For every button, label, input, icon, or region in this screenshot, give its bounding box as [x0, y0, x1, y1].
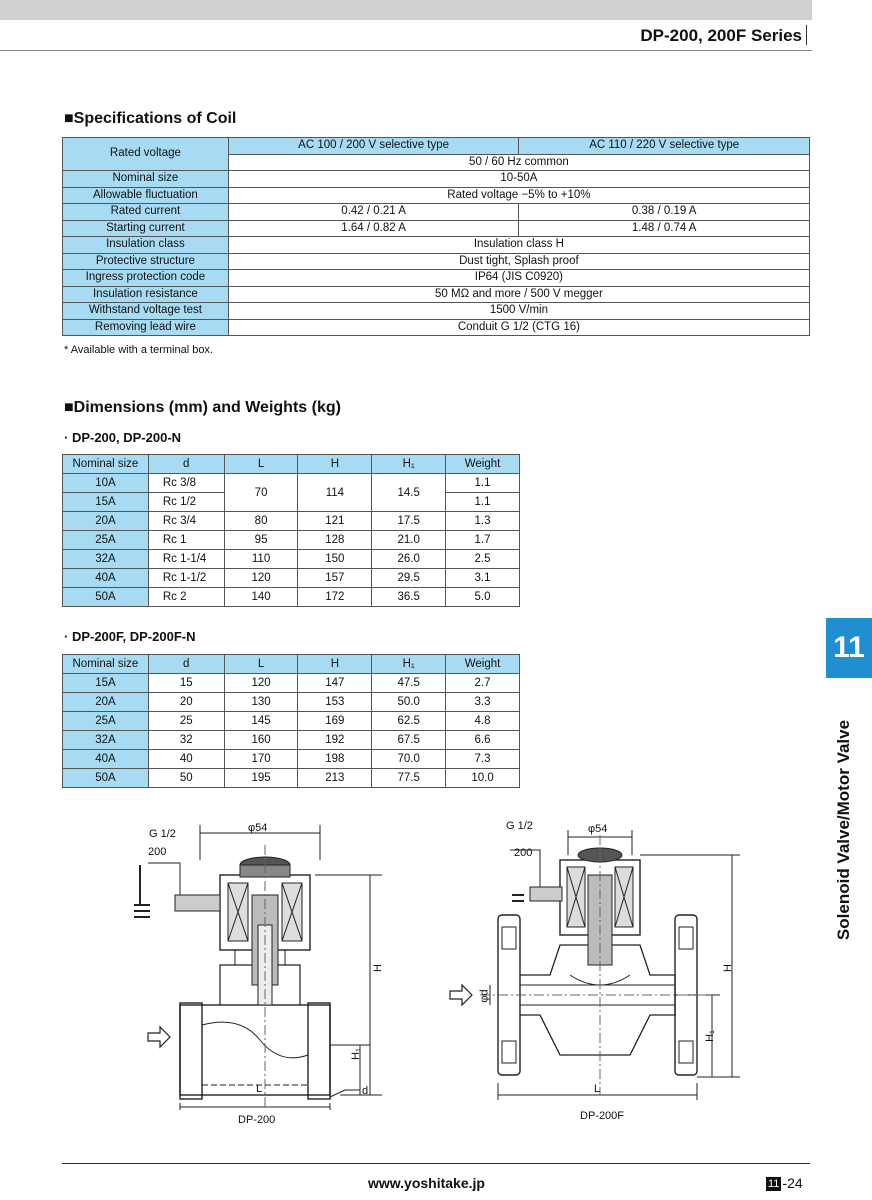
cell-l: 80 — [224, 512, 298, 531]
col-header: Nominal size — [63, 655, 149, 674]
row-value: 50 MΩ and more / 500 V megger — [228, 286, 809, 303]
dp200f-l-label: L — [594, 1083, 601, 1095]
side-label-box — [825, 680, 863, 980]
cell-weight: 1.1 — [446, 493, 520, 512]
cell-weight: 1.7 — [446, 531, 520, 550]
row-label: Starting current — [63, 220, 229, 237]
cell-l: 160 — [224, 731, 298, 750]
row-label: Nominal size — [63, 171, 229, 188]
col-b-header: AC 110 / 220 V selective type — [519, 138, 810, 155]
cell-weight: 7.3 — [446, 750, 520, 769]
series-title: DP-200, 200F Series — [640, 26, 802, 45]
cell-h1: 47.5 — [372, 674, 446, 693]
col-header: d — [148, 655, 224, 674]
cell-h: 213 — [298, 769, 372, 788]
dp200f-h1-label: H₁ — [703, 1030, 716, 1042]
page-chapter-box: 11 — [768, 1178, 780, 1190]
coil-note: * Available with a terminal box. — [64, 344, 213, 356]
row-value: 1500 V/min — [228, 303, 809, 320]
dp200f-subtitle: · DP-200F, DP-200F-N — [64, 629, 196, 644]
row-value: Dust tight, Splash proof — [228, 253, 809, 270]
cell-l: 110 — [224, 550, 298, 569]
col-header: Weight — [446, 455, 520, 474]
col-header: H — [298, 455, 372, 474]
cell-size: 50A — [63, 588, 149, 607]
cell-d: Rc 2 — [148, 588, 224, 607]
table-row — [63, 474, 520, 493]
cell-size: 20A — [63, 512, 149, 531]
cell-d: Rc 3/8 — [148, 474, 224, 493]
dp200-phi54-label: φ54 — [248, 822, 268, 834]
cell-size: 15A — [63, 493, 149, 512]
cell-d: Rc 1 — [148, 531, 224, 550]
cell-l: 195 — [224, 769, 298, 788]
col-a-header: AC 100 / 200 V selective type — [228, 138, 519, 155]
cell-size: 32A — [63, 550, 149, 569]
row-label: Protective structure — [63, 253, 229, 270]
chapter-tab: 11 — [826, 618, 872, 678]
dp200f-g12-label: G 1/2 — [506, 820, 533, 832]
dp200-200-label: 200 — [148, 846, 167, 858]
cell-h: 198 — [298, 750, 372, 769]
row-value: Rated voltage −5% to +10% — [228, 187, 809, 204]
row-label: Withstand voltage test — [63, 303, 229, 320]
row-label: Allowable fluctuation — [63, 187, 229, 204]
cell-h1: 62.5 — [372, 712, 446, 731]
table-row — [63, 569, 520, 588]
cell-l: 140 — [224, 588, 298, 607]
cell-h: 121 — [298, 512, 372, 531]
cell-d: 20 — [148, 693, 224, 712]
cell-h1: 26.0 — [372, 550, 446, 569]
cell-size: 25A — [63, 712, 149, 731]
cell-weight: 5.0 — [446, 588, 520, 607]
cell-weight: 2.5 — [446, 550, 520, 569]
table-row — [63, 531, 520, 550]
cell-h1: 77.5 — [372, 769, 446, 788]
cell-weight: 6.6 — [446, 731, 520, 750]
dp200-drawing — [120, 815, 390, 1115]
cell-h1: 67.5 — [372, 731, 446, 750]
cell-l: 130 — [224, 693, 298, 712]
cell-d: 40 — [148, 750, 224, 769]
coil-spec-title: ■Specifications of Coil — [64, 110, 237, 127]
dp200f-h-label: H — [721, 964, 734, 972]
cell-h1: 50.0 — [372, 693, 446, 712]
table-row — [63, 750, 520, 769]
dp200-subtitle: · DP-200, DP-200-N — [64, 430, 182, 445]
row-value: Insulation class H — [228, 237, 809, 254]
cell-d: Rc 3/4 — [148, 512, 224, 531]
dp200-g12-label: G 1/2 — [149, 828, 176, 840]
table-row — [63, 674, 520, 693]
cell-d: Rc 1-1/2 — [148, 569, 224, 588]
dp200-h-label: H — [371, 964, 384, 972]
cell-h1: 17.5 — [372, 512, 446, 531]
cell-size: 50A — [63, 769, 149, 788]
table-row — [63, 769, 520, 788]
page-number — [766, 1175, 803, 1191]
table-row — [63, 693, 520, 712]
row-label: Rated current — [63, 204, 229, 221]
row-label: Insulation class — [63, 237, 229, 254]
col-header: H₁ — [372, 655, 446, 674]
dp200-l-label: L — [256, 1083, 263, 1095]
cell-h: 153 — [298, 693, 372, 712]
cell-h1: 29.5 — [372, 569, 446, 588]
rated-voltage-label: Rated voltage — [63, 138, 229, 171]
row-label: Ingress protection code — [63, 270, 229, 287]
cell-weight: 10.0 — [446, 769, 520, 788]
table-row — [63, 731, 520, 750]
col-header: Nominal size — [63, 455, 149, 474]
cell-h: 147 — [298, 674, 372, 693]
side-label: Solenoid Valve/Motor Valve — [834, 719, 853, 941]
col-header: L — [224, 655, 298, 674]
dp200f-caption: DP-200F — [580, 1110, 625, 1122]
dp200f-dim-table — [62, 654, 520, 788]
cell-weight: 2.7 — [446, 674, 520, 693]
row-value: IP64 (JIS C0920) — [228, 270, 809, 287]
website-link[interactable]: www.yoshitake.jp — [368, 1175, 485, 1191]
cell-weight: 1.1 — [446, 474, 520, 493]
col-header: H — [298, 655, 372, 674]
dims-title: ■Dimensions (mm) and Weights (kg) — [64, 399, 341, 416]
cell-size: 15A — [63, 674, 149, 693]
cell-h: 128 — [298, 531, 372, 550]
row-value: Conduit G 1/2 (CTG 16) — [228, 319, 809, 336]
row-value-b: 0.38 / 0.19 A — [519, 204, 810, 221]
cell-size: 25A — [63, 531, 149, 550]
cell-h1: 14.5 — [372, 474, 446, 512]
common-freq: 50 / 60 Hz common — [228, 154, 809, 171]
row-value-a: 1.64 / 0.82 A — [228, 220, 519, 237]
row-value-b: 1.48 / 0.74 A — [519, 220, 810, 237]
cell-l: 120 — [224, 674, 298, 693]
cell-d: 32 — [148, 731, 224, 750]
dp200-d-label: d — [362, 1085, 369, 1097]
cell-l: 120 — [224, 569, 298, 588]
footer-rule — [62, 1163, 810, 1164]
dp200f-drawing — [440, 815, 750, 1115]
dp200f-phid-label: φd — [478, 989, 491, 1003]
row-label: Removing lead wire — [63, 319, 229, 336]
cell-h: 157 — [298, 569, 372, 588]
dp200-caption: DP-200 — [238, 1114, 276, 1126]
cell-h: 114 — [298, 474, 372, 512]
dp200f-200-label: 200 — [514, 847, 533, 859]
cell-size: 10A — [63, 474, 149, 493]
col-header: Weight — [446, 655, 520, 674]
table-row — [63, 712, 520, 731]
header-rule — [0, 50, 812, 51]
header-bar — [0, 0, 812, 20]
row-value-a: 0.42 / 0.21 A — [228, 204, 519, 221]
cell-l: 145 — [224, 712, 298, 731]
header-divider — [806, 25, 807, 45]
cell-h: 150 — [298, 550, 372, 569]
cell-size: 40A — [63, 569, 149, 588]
dp200-dim-table — [62, 454, 520, 607]
coil-spec-table — [62, 137, 810, 336]
col-header: L — [224, 455, 298, 474]
page-num: -24 — [782, 1175, 803, 1191]
dp200-h1-label: H₁ — [349, 1048, 362, 1060]
cell-d: Rc 1/2 — [148, 493, 224, 512]
dp200f-phi54-label: φ54 — [588, 823, 608, 835]
table-row — [63, 512, 520, 531]
cell-l: 70 — [224, 474, 298, 512]
cell-h: 172 — [298, 588, 372, 607]
cell-d: Rc 1-1/4 — [148, 550, 224, 569]
cell-h1: 70.0 — [372, 750, 446, 769]
cell-weight: 1.3 — [446, 512, 520, 531]
cell-h1: 36.5 — [372, 588, 446, 607]
cell-l: 95 — [224, 531, 298, 550]
cell-h: 192 — [298, 731, 372, 750]
table-row — [63, 588, 520, 607]
cell-d: 15 — [148, 674, 224, 693]
cell-h1: 21.0 — [372, 531, 446, 550]
col-header: d — [148, 455, 224, 474]
cell-size: 32A — [63, 731, 149, 750]
cell-d: 50 — [148, 769, 224, 788]
row-label: Insulation resistance — [63, 286, 229, 303]
cell-size: 40A — [63, 750, 149, 769]
row-value: 10-50A — [228, 171, 809, 188]
cell-size: 20A — [63, 693, 149, 712]
cell-weight: 3.1 — [446, 569, 520, 588]
table-row — [63, 550, 520, 569]
cell-weight: 4.8 — [446, 712, 520, 731]
cell-d: 25 — [148, 712, 224, 731]
cell-l: 170 — [224, 750, 298, 769]
col-header: H₁ — [372, 455, 446, 474]
cell-weight: 3.3 — [446, 693, 520, 712]
cell-h: 169 — [298, 712, 372, 731]
